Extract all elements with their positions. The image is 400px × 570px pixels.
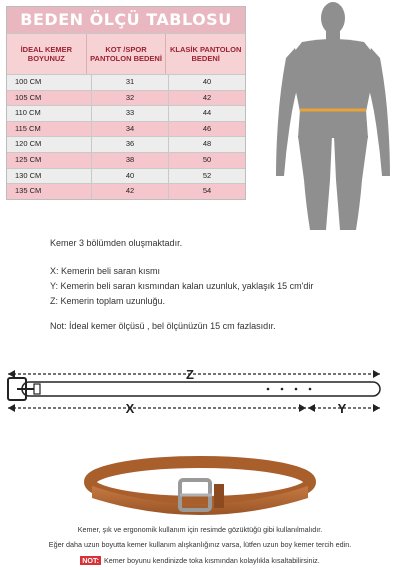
table-row xyxy=(7,183,245,199)
size-table-header xyxy=(7,33,245,74)
header-jeans-size: KOT /SPOR PANTOLON BEDENİ xyxy=(87,34,167,74)
table-row xyxy=(7,152,245,168)
bottom-note-3 xyxy=(0,556,400,565)
z-label: Z xyxy=(186,367,194,382)
cell-belt-length: 105 CM xyxy=(7,91,92,106)
cell-classic-size: 44 xyxy=(202,108,212,118)
x-arrow-right-icon xyxy=(299,404,306,412)
cell-classic-size: 40 xyxy=(202,77,212,86)
cell-belt-length: 110 CM xyxy=(7,106,92,121)
x-arrow-left-icon xyxy=(8,404,15,412)
cell-classic-size: 42 xyxy=(202,92,212,102)
bottom-note-3-text: Kemer boyunu kendinizde toka kısmından kolaylıkla kısaltabilirsiniz. xyxy=(104,556,320,565)
header-belt-length: İDEAL KEMER BOYUNUZ xyxy=(7,34,87,74)
z-arrow-left-icon xyxy=(8,370,15,378)
cell-jeans-size: 42 xyxy=(92,184,169,199)
cell-jeans-size: 36 xyxy=(92,137,169,152)
size-table-title: BEDEN ÖLÇÜ TABLOSU xyxy=(7,7,245,33)
table-row xyxy=(7,90,245,106)
cell-belt-length: 120 CM xyxy=(7,137,92,152)
not-badge: NOT: xyxy=(82,556,100,565)
info-x-line: X: Kemerin beli saran kısmı xyxy=(50,266,161,276)
cell-jeans-size: 33 xyxy=(92,106,169,121)
table-row xyxy=(7,74,245,90)
body-silhouette-figure xyxy=(262,0,400,232)
info-z-line: Z: Kemerin toplam uzunluğu. xyxy=(50,296,166,306)
cell-jeans-size: 40 xyxy=(92,169,169,184)
belt-hole-icon xyxy=(281,388,284,391)
cell-classic-size: 50 xyxy=(202,154,212,164)
belt-hole-icon xyxy=(309,388,312,391)
z-arrow-right-icon xyxy=(373,370,380,378)
cell-belt-length: 115 CM xyxy=(7,122,92,137)
cell-jeans-size: 32 xyxy=(92,91,169,106)
header-classic-size: KLASİK PANTOLON BEDENİ xyxy=(169,45,242,63)
belt-hole-icon xyxy=(267,388,270,391)
cell-classic-size: 52 xyxy=(202,170,212,180)
table-row xyxy=(7,136,245,152)
cell-classic-size: 54 xyxy=(202,186,212,196)
table-row xyxy=(7,168,245,184)
y-arrow-right-icon xyxy=(373,404,380,412)
table-row xyxy=(7,105,245,121)
y-arrow-left-icon xyxy=(308,404,315,412)
cell-jeans-size: 38 xyxy=(92,153,169,168)
info-y-line: Y: Kemerin beli saran kısmından kalan uzunluk, yaklaşık 15 cm'dir xyxy=(50,281,314,291)
cell-jeans-size: 34 xyxy=(92,122,169,137)
belt-product-image xyxy=(80,452,320,522)
body-silhouette xyxy=(276,2,390,230)
info-intro: Kemer 3 bölümden oluşmaktadır. xyxy=(50,238,183,248)
belt-loop-icon xyxy=(214,484,224,508)
cell-classic-size: 48 xyxy=(202,139,212,149)
size-table xyxy=(6,6,246,200)
cell-belt-length: 130 CM xyxy=(7,169,92,184)
cell-belt-length: 100 CM xyxy=(7,75,92,90)
y-label: Y xyxy=(337,401,347,416)
bottom-note-2: Eğer daha uzun boyutta kemer kullanım alışkanlığınız varsa, lütfen uzun boy kemer tercih edin. xyxy=(48,540,352,549)
cell-classic-size: 46 xyxy=(202,123,212,133)
info-note: Not: İdeal kemer ölçüsü , bel ölçünüzün 15 cm fazlasıdır. xyxy=(50,321,276,331)
belt-measurement-diagram xyxy=(0,358,400,418)
belt-keeper-icon xyxy=(34,384,40,394)
x-label: X xyxy=(125,401,135,416)
cell-belt-length: 125 CM xyxy=(7,153,92,168)
belt-outline xyxy=(22,382,380,396)
belt-hole-icon xyxy=(295,388,298,391)
bottom-note-1: Kemer, şık ve ergonomik kullanım için resimde gözüktüğü gibi kullanılmalıdır. xyxy=(77,525,323,534)
table-row xyxy=(7,121,245,137)
cell-jeans-size: 31 xyxy=(92,75,169,90)
cell-belt-length: 135 CM xyxy=(7,184,92,199)
